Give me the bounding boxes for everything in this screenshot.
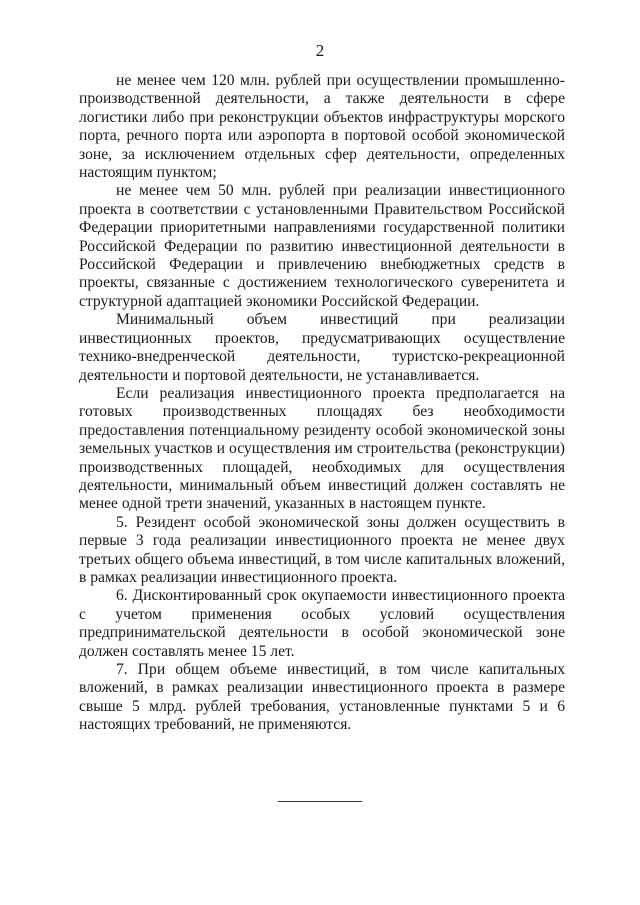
paragraph-item-5: 5. Резидент особой экономической зоны должен осуществить в первые 3 года реализации инвестиционного проекта не менее двух третьих общего объема инвестиций, в том числе капитальных вложений, в рамках реализации инвестиционного проекта. (79, 513, 565, 586)
paragraph-item-6: 6. Дисконтированный срок окупаемости инвестиционного проекта с учетом применения особых условий осуществления предпринимательской деятельности в особой экономической зоне должен составлять менее 15 лет. (79, 587, 565, 660)
end-divider (278, 801, 362, 802)
paragraph-ready-premises: Если реализация инвестиционного проекта предполагается на готовых производственных площадях без необходимости предоставления потенциальному резиденту особой экономической зоны земельных участков и осуществления им строительства (реконструкции) производственных площадей, необходимых для осуществления деятельности, минимальный объем инвестиций должен составлять не менее одной трети значений, указанных в настоящем пункте. (79, 384, 565, 513)
paragraph-item-7: 7. При общем объеме инвестиций, в том числе капитальных вложений, в рамках реализации инвестиционного проекта в размере свыше 5 млрд. рублей требования, установленные пунктами 5 и 6 настоящих требований, не применяются. (79, 661, 565, 734)
paragraph-investment-120mln: не менее чем 120 млн. рублей при осуществлении промышленно-производственной деятельности, а также деятельности в сфере логистики либо при реконструкции объектов инфраструктуры морского порта, речного порта или аэропорта в портовой особой экономической зоне, за исключением отдельных сфер деятельности, определенных настоящим пунктом; (79, 72, 565, 182)
paragraph-minimum-not-set: Минимальный объем инвестиций при реализации инвестиционных проектов, предусматривающих осуществление технико-внедренческой деятельности, туристско-рекреационной деятельности и портовой деятельности, не устанавливается. (79, 311, 565, 384)
paragraph-investment-50mln: не менее чем 50 млн. рублей при реализации инвестиционного проекта в соответствии с установленными Правительством Российской Федерации приоритетными направлениями государственной политики Российской Федерации по развитию инвестиционной деятельности в Российской Федерации и привлечению внебюджетных средств в проекты, связанные с достижением технологического суверенитета и структурной адаптацией экономики Российской Федерации. (79, 182, 565, 310)
document-body (79, 72, 565, 735)
page-number: 2 (315, 41, 325, 60)
